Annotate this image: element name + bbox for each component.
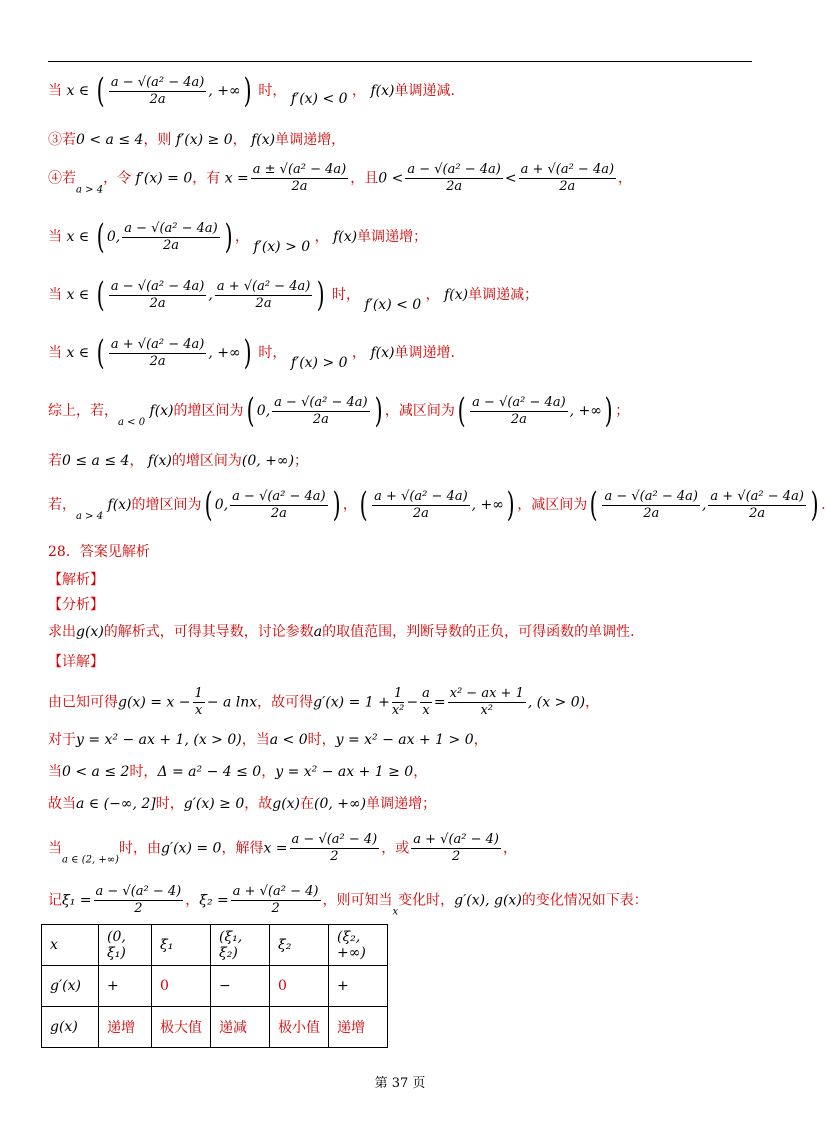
math: a bbox=[313, 624, 323, 640]
frac-num: a ± √(a² − 4a) bbox=[252, 162, 347, 177]
frac-num: a − √(a² − 4a) bbox=[407, 162, 501, 177]
question-heading: 28．答案见解析 bbox=[48, 544, 150, 560]
table-cell: + bbox=[99, 966, 152, 1007]
math: f(x) bbox=[333, 229, 358, 245]
table-row bbox=[42, 966, 388, 1007]
text: ，则可知当 bbox=[322, 892, 393, 909]
math: f(x) bbox=[444, 287, 469, 303]
text: ，解得 bbox=[221, 840, 264, 857]
frac-num: a + √(a² − 4a) bbox=[374, 488, 468, 504]
header-rule bbox=[48, 61, 752, 62]
fraction bbox=[470, 395, 567, 428]
text: 单调递增. bbox=[394, 345, 455, 361]
table-row bbox=[42, 1007, 388, 1048]
text: 时， bbox=[155, 796, 184, 812]
text: ； bbox=[615, 403, 630, 419]
table-cell: 递增 bbox=[99, 1007, 152, 1048]
math: − a lnx bbox=[206, 694, 258, 711]
text: ， bbox=[585, 694, 600, 711]
frac-den: 2a bbox=[510, 411, 527, 427]
fraction bbox=[109, 279, 206, 312]
text: ，减区间为 bbox=[517, 497, 588, 513]
text: 若 bbox=[48, 453, 62, 469]
math: − bbox=[406, 694, 419, 711]
text: 由已知可得 bbox=[48, 694, 118, 711]
text: 故当 bbox=[48, 796, 76, 812]
math: f(x) bbox=[147, 453, 172, 469]
detail-line-3: 当0 < a ≤ 2时，Δ = a² − 4 ≤ 0，y = x² − ax + 1 ≥ 0， bbox=[48, 764, 428, 780]
fraction bbox=[215, 279, 312, 312]
math: f′(x) < 0 bbox=[290, 91, 348, 107]
math: f′(x) < 0 bbox=[364, 297, 422, 313]
math: g(x) bbox=[272, 796, 301, 812]
text: 记 bbox=[48, 892, 62, 909]
table-cell: 0 bbox=[270, 966, 329, 1007]
math: y = x² − ax + 1 > 0 bbox=[335, 732, 474, 748]
math: ξ₂ = bbox=[199, 892, 229, 909]
math: y = x² − ax + 1 ≥ 0 bbox=[275, 764, 414, 780]
math: g′(x) = 1 + bbox=[313, 694, 390, 711]
table-cell: 递增 bbox=[329, 1007, 388, 1048]
frac-den: x² bbox=[480, 703, 493, 718]
math: a < 0 bbox=[118, 417, 146, 428]
detail-line-2 bbox=[48, 730, 760, 750]
text: 求出 bbox=[48, 624, 76, 640]
paren-open: ( bbox=[96, 71, 105, 111]
math: 0, bbox=[214, 497, 229, 513]
math: f(x) bbox=[370, 345, 395, 361]
math: g′(x) = 0 bbox=[160, 840, 222, 857]
tag-jiexi: 【解析】 bbox=[48, 572, 104, 588]
math: f(x) bbox=[251, 132, 276, 148]
summary-line-2: 若0 ≤ a ≤ 4， f(x)的增区间为(0, +∞)； bbox=[48, 453, 309, 469]
frac-den: 2a bbox=[412, 505, 429, 521]
math: f′(x) > 0 bbox=[253, 239, 311, 255]
math: , +∞ bbox=[208, 83, 241, 99]
text: 时， bbox=[258, 83, 287, 99]
math: a > 4 bbox=[76, 184, 104, 196]
frac-den: 2a bbox=[255, 295, 272, 311]
text: ， bbox=[618, 170, 633, 187]
frac-den: 2 bbox=[330, 849, 339, 864]
text: 时， bbox=[332, 287, 361, 303]
text: ，故可得 bbox=[257, 694, 314, 711]
math: 0, bbox=[256, 403, 271, 419]
fraction bbox=[372, 489, 469, 522]
frac-den: 2a bbox=[291, 179, 308, 194]
frac-den: 2a bbox=[270, 505, 287, 521]
text: ， bbox=[413, 764, 428, 780]
case-line-1: 当 x ∈ ( $\frac{\text{a − √(a² − 4a)}}{2a}$ , +∞) 时， f′(x) < 0 ， f(x)单调递减. bbox=[48, 71, 455, 111]
text: 当 bbox=[48, 83, 62, 99]
variation-table bbox=[41, 924, 388, 1048]
math: 0, bbox=[106, 229, 121, 245]
table-cell: − bbox=[211, 966, 270, 1007]
table-cell: ξ₂ bbox=[270, 925, 329, 966]
text: 综上，若 bbox=[48, 403, 104, 419]
text: ，令 bbox=[103, 170, 132, 187]
table-cell: ξ₁ bbox=[152, 925, 211, 966]
table-row bbox=[42, 925, 388, 966]
frac-den: 2a bbox=[149, 91, 166, 107]
text: 时， bbox=[307, 732, 336, 748]
text: ，减区间为 bbox=[384, 403, 455, 419]
frac-num: a − √(a² − 4) bbox=[95, 884, 182, 899]
math: 0 ≤ a ≤ 4 bbox=[62, 453, 130, 469]
math: x ∈ bbox=[66, 83, 90, 99]
table-cell: 极大值 bbox=[152, 1007, 211, 1048]
fraction bbox=[290, 832, 380, 865]
frac-num: a bbox=[422, 686, 430, 701]
text: 当 bbox=[48, 287, 62, 303]
fraction bbox=[109, 75, 206, 108]
text: . bbox=[821, 497, 826, 513]
text: ，则 bbox=[143, 132, 172, 148]
math: x bbox=[392, 906, 399, 918]
text: 变化时， bbox=[398, 892, 455, 909]
fraction bbox=[448, 686, 526, 719]
detail-line-6 bbox=[48, 884, 760, 923]
math: = bbox=[433, 694, 446, 711]
frac-den: 2 bbox=[451, 849, 461, 864]
fraction bbox=[94, 884, 184, 917]
text: 在 bbox=[300, 796, 315, 812]
math: f′(x) ≥ 0 bbox=[175, 132, 233, 148]
text: 的变化情况如下表： bbox=[521, 892, 648, 909]
text: 当 bbox=[48, 764, 62, 780]
frac-den: 2 bbox=[271, 901, 280, 916]
math: a ∈ (−∞, 2] bbox=[76, 796, 156, 812]
table-cell: 极小值 bbox=[270, 1007, 329, 1048]
math: ξ₁ = bbox=[62, 892, 92, 909]
tag-fenxi: 【分析】 bbox=[48, 597, 104, 613]
math: a ∈ (2, +∞) bbox=[62, 854, 119, 866]
case-line-2: ③若0 < a ≤ 4，则 f′(x) ≥ 0， f(x)单调递增， bbox=[48, 132, 346, 148]
frac-num: a + √(a² − 4) bbox=[413, 832, 499, 847]
paren-close: ) bbox=[243, 71, 252, 111]
text: ，且 bbox=[350, 170, 379, 187]
text: ③若 bbox=[48, 132, 76, 148]
frac-den: 2a bbox=[312, 411, 329, 427]
frac-den: 2a bbox=[446, 179, 463, 194]
text: ； bbox=[294, 453, 309, 469]
frac-num: a + √(a² − 4a) bbox=[710, 488, 804, 504]
math: x = bbox=[224, 170, 249, 187]
frac-den: 2a bbox=[149, 353, 166, 369]
text: 的增区间为 bbox=[171, 453, 242, 469]
table-cell: x bbox=[42, 925, 99, 966]
math: x ∈ bbox=[66, 345, 90, 361]
math: , +∞ bbox=[208, 345, 241, 361]
frac-den: 2a bbox=[749, 505, 766, 521]
math: , +∞ bbox=[471, 497, 504, 513]
case-line-3 bbox=[48, 162, 760, 201]
frac-num: a + √(a² − 4a) bbox=[520, 162, 615, 177]
detail-line-4 bbox=[48, 794, 760, 814]
math: , (x > 0) bbox=[527, 694, 586, 711]
math: 0 < a ≤ 4 bbox=[76, 132, 144, 148]
page-number: 第 37 页 bbox=[374, 1076, 426, 1091]
frac-num: a − √(a² − 4a) bbox=[110, 74, 205, 90]
math: g′(x), g(x) bbox=[454, 892, 522, 909]
text: 单调递增； bbox=[357, 229, 428, 245]
frac-den: 2a bbox=[149, 295, 166, 311]
math: f′(x) = 0 bbox=[135, 170, 193, 187]
text: 的解析式，可得其导数，讨论参数 bbox=[103, 624, 314, 640]
fraction bbox=[109, 337, 206, 370]
frac-den: x bbox=[422, 703, 430, 718]
frac-num: a + √(a² − 4a) bbox=[110, 336, 205, 352]
text: 若 bbox=[48, 497, 62, 513]
summary-line-3: 若，$_{a > 4}$ f(x)的增区间为( 0, $\frac{\text{a − √(a² − 4a)}}{2a}$ ) ，( $\frac{\text{a + √(a² − 4a)}}{2a}$ , +∞) ，减区间为( $\frac{\text{a − √(a² − 4a)}}{2a}$ , $\frac{\text{a + √(a² − 4a)}}{2a}$ ) . bbox=[48, 485, 826, 525]
fraction bbox=[272, 395, 369, 428]
text: 单调递减； bbox=[468, 287, 539, 303]
summary-line-1: 综上，若，$_{a < 0}$ f(x)的增区间为( 0, $\frac{\text{a − √(a² − 4a)}}{2a}$ ) ，减区间为( $\frac{\text{a − √(a² − 4a)}}{2a}$ , +∞) ； bbox=[48, 391, 630, 431]
math: a > 4 bbox=[76, 511, 104, 522]
frac-num: 1 bbox=[392, 686, 405, 703]
table-cell: (ξ₂, +∞) bbox=[329, 925, 388, 966]
frac-num: 1 bbox=[194, 686, 203, 701]
fraction bbox=[420, 686, 432, 719]
fraction bbox=[392, 686, 405, 719]
frac-den: 2a bbox=[559, 179, 576, 194]
text: 对于 bbox=[48, 732, 76, 748]
text: 单调递减. bbox=[394, 83, 455, 99]
text: ，故 bbox=[244, 796, 273, 812]
fraction bbox=[231, 884, 321, 917]
math: Δ = a² − 4 ≤ 0 bbox=[157, 764, 262, 780]
analysis-line bbox=[48, 622, 760, 642]
frac-num: a − √(a² − 4a) bbox=[472, 394, 566, 410]
table-cell: g′(x) bbox=[42, 966, 99, 1007]
fraction bbox=[411, 832, 501, 865]
case-line-5: 当 x ∈ ( $\frac{\text{a − √(a² − 4a)}}{2a}$ , $\frac{\text{a + √(a² − 4a)}}{2a}$ ) 时， f′(x) < 0 ， f(x)单调递减； bbox=[48, 275, 539, 315]
frac-num: a − √(a² − 4a) bbox=[274, 394, 368, 410]
frac-num: x² − ax + 1 bbox=[449, 686, 524, 701]
table-cell: 0 bbox=[152, 966, 211, 1007]
table-cell: (0, ξ₁) bbox=[99, 925, 152, 966]
math: g(x) = x − bbox=[118, 694, 191, 711]
frac-num: a − √(a² − 4a) bbox=[110, 278, 205, 294]
math: f(x) bbox=[149, 403, 174, 419]
text: 当 bbox=[48, 345, 62, 361]
text: 时， bbox=[258, 345, 287, 361]
math: g′(x) ≥ 0 bbox=[183, 796, 245, 812]
frac-den: x² bbox=[391, 703, 405, 718]
table-cell: + bbox=[329, 966, 388, 1007]
frac-num: a − √(a² − 4a) bbox=[232, 488, 326, 504]
text: 的增区间为 bbox=[131, 497, 202, 513]
frac-den: x bbox=[194, 703, 203, 718]
text: ， bbox=[185, 892, 200, 909]
fraction bbox=[193, 686, 205, 719]
table-cell: g(x) bbox=[42, 1007, 99, 1048]
text: 当 bbox=[48, 229, 62, 245]
table-cell: 递减 bbox=[211, 1007, 270, 1048]
frac-num: a + √(a² − 4a) bbox=[216, 278, 311, 294]
text: ，当 bbox=[241, 732, 270, 748]
math: x ∈ bbox=[66, 287, 90, 303]
tag-xiangjie: 【详解】 bbox=[48, 654, 104, 670]
text: 时，由 bbox=[118, 840, 161, 857]
fraction bbox=[230, 489, 327, 522]
math: (0, +∞) bbox=[241, 453, 295, 469]
math: f(x) bbox=[107, 497, 132, 513]
fraction bbox=[251, 162, 348, 195]
fraction bbox=[122, 221, 219, 254]
text: ，或 bbox=[381, 840, 410, 857]
math: x = bbox=[263, 840, 288, 857]
math: f(x) bbox=[370, 83, 395, 99]
text: 单调递增， bbox=[275, 132, 346, 148]
text: ，有 bbox=[192, 170, 221, 187]
detail-line-5 bbox=[48, 832, 760, 871]
math: f′(x) > 0 bbox=[290, 355, 348, 371]
frac-den: 2 bbox=[134, 901, 143, 916]
text: ， bbox=[473, 732, 488, 748]
text: 时， bbox=[129, 764, 158, 780]
table-cell: (ξ₁, ξ₂) bbox=[211, 925, 270, 966]
text: 的增区间为 bbox=[173, 403, 244, 419]
text: ， bbox=[503, 840, 517, 857]
math: 0 < bbox=[378, 170, 404, 187]
text: ④若 bbox=[48, 170, 76, 187]
math: < bbox=[504, 170, 517, 187]
math: g(x) bbox=[76, 624, 104, 640]
frac-den: 2a bbox=[643, 505, 660, 521]
fraction bbox=[602, 489, 699, 522]
math: 0 < a ≤ 2 bbox=[62, 764, 130, 780]
math: y = x² − ax + 1, (x > 0) bbox=[76, 732, 242, 748]
fraction bbox=[708, 489, 805, 522]
math: a < 0 bbox=[269, 732, 308, 748]
math: , +∞ bbox=[569, 403, 602, 419]
frac-num: a + √(a² − 4) bbox=[232, 884, 319, 899]
math: (0, +∞) bbox=[314, 796, 367, 812]
case-line-6: 当 x ∈ ( $\frac{\text{a + √(a² − 4a)}}{2a}$ , +∞) 时， f′(x) > 0 ， f(x)单调递增. bbox=[48, 333, 455, 373]
text: 单调递增； bbox=[366, 796, 437, 812]
text: 的取值范围，判断导数的正负，可得函数的单调性. bbox=[322, 624, 635, 640]
frac-num: a − √(a² − 4a) bbox=[124, 220, 218, 236]
detail-line-1 bbox=[48, 686, 760, 719]
math: x ∈ bbox=[66, 229, 90, 245]
frac-den: 2a bbox=[162, 237, 179, 253]
frac-num: a − √(a² − 4) bbox=[291, 832, 378, 847]
frac-num: a − √(a² − 4a) bbox=[604, 488, 698, 504]
fraction bbox=[405, 162, 502, 195]
text: 当 bbox=[48, 840, 62, 857]
fraction bbox=[519, 162, 616, 195]
case-line-4: 当 x ∈ ( 0, $\frac{\text{a − √(a² − 4a)}}{2a}$ ) ， f′(x) > 0 ， f(x)单调递增； bbox=[48, 217, 428, 257]
